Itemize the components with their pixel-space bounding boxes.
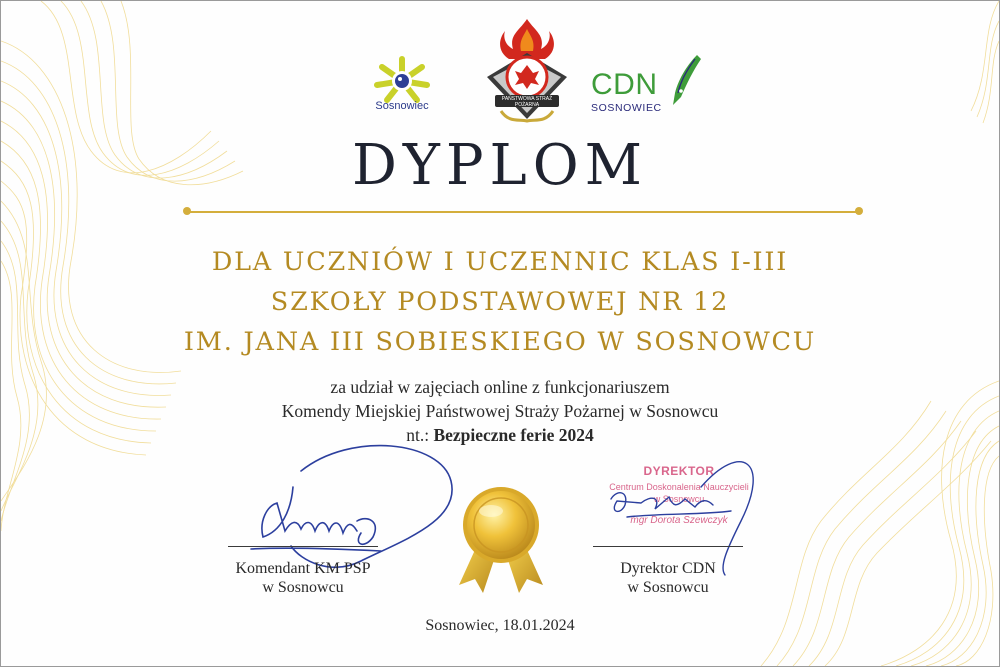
left-signature-line (228, 546, 378, 547)
stamp-institution: Centrum Doskonalenia Nauczycieli (609, 482, 749, 492)
left-signer-title: Komendant KM PSP (235, 560, 371, 577)
recipient-line-2: SZKOŁY PODSTAWOWEJ NR 12 (270, 287, 730, 317)
right-signer-title: Dyrektor CDN (620, 560, 716, 577)
body-line-2: Komendy Miejskiej Państwowej Straży Pożarnej w Sosnowcu (281, 401, 719, 421)
diploma-title: DYPLOM (352, 133, 648, 198)
stamp-city: w Sosnowcu (653, 494, 705, 504)
divider-end-right (855, 207, 863, 215)
gold-seal-icon (449, 481, 553, 593)
divider-end-left (183, 207, 191, 215)
right-signature-line (593, 546, 743, 547)
cdn-logo-text: CDN (591, 68, 658, 101)
stamp-name: mgr Dorota Szewczyk (630, 515, 728, 526)
stamp-title: DYREKTOR (643, 464, 715, 478)
body-line-1: za udział w zajęciach online z funkcjonariuszem (330, 377, 670, 397)
pen-nib-icon (669, 53, 703, 109)
recipient-line-3: IM. JANA III SOBIESKIEGO W SOSNOWCU (183, 327, 817, 357)
topic-line (1, 425, 999, 446)
state-fire-service-emblem (479, 15, 575, 125)
right-signer-city: w Sosnowcu (627, 579, 709, 596)
cdn-logo-city: SOSNOWIEC (591, 102, 662, 114)
sosnowiec-logo-label: Sosnowiec (375, 100, 429, 112)
director-stamp (581, 462, 777, 534)
left-signer-city: w Sosnowcu (262, 579, 344, 596)
title-divider (187, 211, 859, 213)
topic-prefix: nt.: (406, 425, 434, 445)
issue-date: Sosnowiec, 18.01.2024 (425, 617, 575, 634)
recipient-line-1: DLA UCZNIÓW I UCZENNIC KLAS I-III (211, 247, 789, 277)
topic-name: Bezpieczne ferie 2024 (433, 425, 594, 445)
emblem-band-text: PAŃSTWOWA STRAŻ POŻARNA (501, 96, 553, 108)
